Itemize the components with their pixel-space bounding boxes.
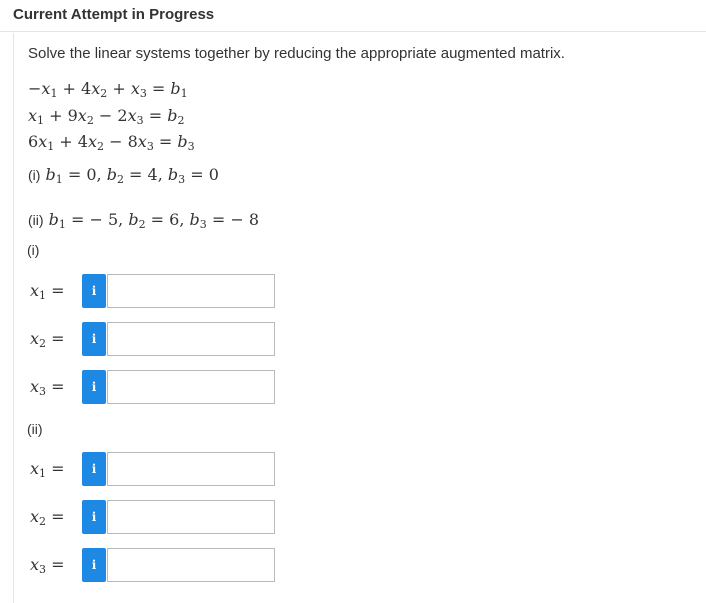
answer-input-i-x1[interactable] [107,274,275,308]
equation-2: $x_1 + 9x_2 - 2x_3 = b_2$ [28,106,185,127]
info-icon[interactable]: i [82,274,106,308]
var-label: $x_1$ = [30,459,65,480]
var-label: $x_3$ = [30,555,65,576]
equation-3: $6x_1 + 4x_2 - 8x_3 = b_3$ [28,132,195,153]
var-label: $x_1$ = [30,281,65,302]
answer-row-ii-x3 [0,548,706,582]
info-icon[interactable]: i [82,370,106,404]
var-label: $x_2$ = [30,507,65,528]
question-prompt: Solve the linear systems together by reducing the appropriate augmented matrix. [28,45,565,62]
page-title: Current Attempt in Progress [13,6,215,23]
answer-input-i-x3[interactable] [107,370,275,404]
answer-input-ii-x2[interactable] [107,500,275,534]
answer-input-ii-x3[interactable] [107,548,275,582]
part-ii-label: (ii) [27,421,43,437]
case-ii-values: (ii) $b_1$ = − 5, $b_2 = 6$, $b_3$ = − 8 [28,210,259,231]
info-icon[interactable]: i [82,500,106,534]
answer-row-ii-x1 [0,452,706,486]
case-i-values: (i) $b_1 = 0$, $b_2 = 4$, $b_3 = 0$ [28,165,219,186]
header-bar [0,0,706,32]
answer-input-i-x2[interactable] [107,322,275,356]
info-icon[interactable]: i [82,322,106,356]
var-label: $x_2$ = [30,329,65,350]
answer-row-i-x1 [0,274,706,308]
equation-1: $-x_1 + 4x_2 + x_3 = b_1$ [28,79,188,100]
answer-row-i-x2 [0,322,706,356]
var-label: $x_3$ = [30,377,65,398]
part-i-label: (i) [27,242,40,258]
info-icon[interactable]: i [82,548,106,582]
answer-row-ii-x2 [0,500,706,534]
info-icon[interactable]: i [82,452,106,486]
answer-row-i-x3 [0,370,706,404]
answer-input-ii-x1[interactable] [107,452,275,486]
